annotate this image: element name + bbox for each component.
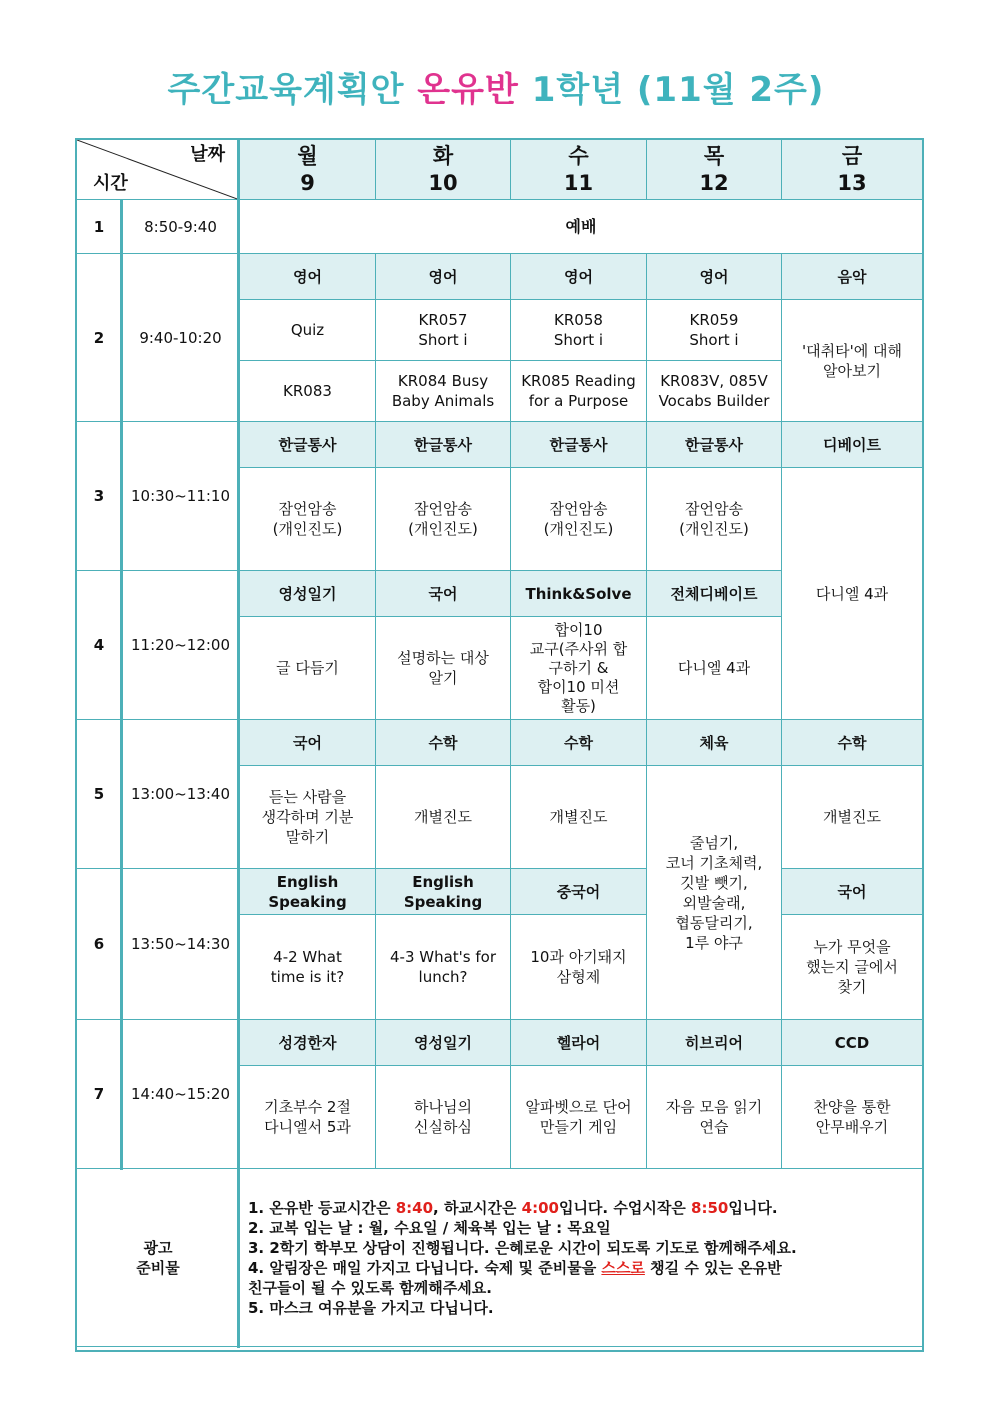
period-time: 10:30~11:10: [122, 422, 240, 571]
lesson-cell: 10과 아기돼지 삼형제: [511, 915, 647, 1020]
lesson-cell: 찬양을 통한 안무배우기: [782, 1066, 923, 1169]
time-content-divider: [237, 139, 240, 1348]
subject-cell: CCD: [782, 1020, 923, 1066]
lesson-cell: KR057 Short i: [376, 300, 511, 361]
subject-cell: 한글통사: [647, 422, 782, 468]
subject-cell: Think&Solve: [511, 571, 647, 617]
subject-cell: English Speaking: [240, 869, 376, 915]
lesson-cell: 알파벳으로 단어 만들기 게임: [511, 1066, 647, 1169]
subject-cell: 음악: [782, 254, 923, 300]
lesson-cell: KR084 Busy Baby Animals: [376, 361, 511, 422]
period-number: 5: [77, 720, 122, 869]
notice-line-1: 1. 온유반 등교시간은 8:40, 하교시간은 4:00입니다. 수업시작은 8:50입니다.: [248, 1198, 778, 1217]
notice-content: [240, 1169, 923, 1347]
header-row: [77, 140, 923, 200]
notice-label: 광고: [143, 1238, 173, 1257]
corner-time-label: 시간: [93, 173, 128, 194]
subject-cell: 영어: [376, 254, 511, 300]
subject-cell: 수학: [376, 720, 511, 766]
lesson-cell: 하나님의 신실하심: [376, 1066, 511, 1169]
lesson-cell: 4-3 What's for lunch?: [376, 915, 511, 1020]
subject-cell: 수학: [511, 720, 647, 766]
notice-line-2: 2. 교복 입는 날 : 월, 수요일 / 체육복 입는 날 : 목요일: [248, 1218, 611, 1237]
subject-cell: 국어: [376, 571, 511, 617]
lesson-cell: KR085 Reading for a Purpose: [511, 361, 647, 422]
period-1-row: [77, 200, 923, 254]
lesson-cell: 글 다듬기: [240, 617, 376, 720]
day-header-thu: 목 12: [647, 140, 782, 200]
lesson-cell: 합이10 교구(주사위 합 구하기 & 합이10 미션 활동): [511, 617, 647, 720]
title-part3: 1학년 (11월 2주): [531, 70, 825, 110]
period-number: 6: [77, 869, 122, 1020]
lesson-cell: 다니엘 4과: [647, 617, 782, 720]
lesson-cell: KR058 Short i: [511, 300, 647, 361]
lesson-cell: 개별진도: [511, 766, 647, 869]
day-header-wed: 수 11: [511, 140, 647, 200]
subject-cell: 한글통사: [240, 422, 376, 468]
lesson-cell: 4-2 What time is it?: [240, 915, 376, 1020]
corner-date-label: 날짜: [190, 144, 225, 165]
subject-cell: English Speaking: [376, 869, 511, 915]
subject-cell: 한글통사: [511, 422, 647, 468]
lesson-cell: 설명하는 대상 알기: [376, 617, 511, 720]
lesson-cell: Quiz: [240, 300, 376, 361]
worship-cell: 예배: [240, 200, 923, 254]
lesson-cell: 기초부수 2절 다니엘서 5과: [240, 1066, 376, 1169]
lesson-cell: '대취타'에 대해 알아보기: [782, 300, 923, 422]
day-header-fri: 금 13: [782, 140, 923, 200]
subject-cell: 디베이트: [782, 422, 923, 468]
subject-cell: 한글통사: [376, 422, 511, 468]
subject-cell: 성경한자: [240, 1020, 376, 1066]
lesson-cell: 잠언암송 (개인진도): [511, 468, 647, 571]
subject-cell: 체육: [647, 720, 782, 766]
lesson-cell: 자음 모음 읽기 연습: [647, 1066, 782, 1169]
subject-cell: 중국어: [511, 869, 647, 915]
subject-cell: 영어: [240, 254, 376, 300]
notice-line-4b: 친구들이 될 수 있도록 함께해주세요.: [248, 1278, 492, 1297]
notice-line-4: 4. 알림장은 매일 가지고 다닙니다. 숙제 및 준비물을 스스로 챙길 수 있는 온유반: [248, 1258, 782, 1277]
period-number: 1: [77, 200, 122, 254]
period-number: 2: [77, 254, 122, 422]
title-class: 온유반: [417, 70, 519, 110]
lesson-cell: 누가 무엇을 했는지 글에서 찾기: [782, 915, 923, 1020]
subject-cell: 전체디베이트: [647, 571, 782, 617]
notice-row: [77, 1169, 923, 1347]
lesson-cell: 듣는 사람을 생각하며 기분 말하기: [240, 766, 376, 869]
period-number: 3: [77, 422, 122, 571]
lesson-cell: KR083V, 085V Vocabs Builder: [647, 361, 782, 422]
period-time: 14:40~15:20: [122, 1020, 240, 1169]
lesson-cell: KR059 Short i: [647, 300, 782, 361]
lesson-cell: 줄넘기, 코너 기초체력, 깃발 뺏기, 외발술래, 협동달리기, 1루 야구: [647, 766, 782, 1020]
subject-cell: 국어: [782, 869, 923, 915]
period-time: 11:20~12:00: [122, 571, 240, 720]
day-header-tue: 화 10: [376, 140, 511, 200]
notice-line-5: 5. 마스크 여유분을 가지고 다닙니다.: [248, 1298, 494, 1317]
lesson-cell: 잠언암송 (개인진도): [240, 468, 376, 571]
period-time-divider: [120, 199, 123, 1170]
corner-cell: [77, 140, 240, 200]
subject-cell: 히브리어: [647, 1020, 782, 1066]
lesson-cell: KR083: [240, 361, 376, 422]
subject-cell: 영어: [647, 254, 782, 300]
weekly-plan-table: [76, 139, 923, 1347]
notice-label-cell: [77, 1169, 240, 1347]
lesson-cell: 개별진도: [782, 766, 923, 869]
lesson-cell: 잠언암송 (개인진도): [647, 468, 782, 571]
period-time: 8:50-9:40: [122, 200, 240, 254]
period-time: 9:40-10:20: [122, 254, 240, 422]
notice-line-3: 3. 2학기 학부모 상담이 진행됩니다. 은혜로운 시간이 되도록 기도로 함께해주세요.: [248, 1238, 797, 1257]
page-title: [0, 62, 992, 111]
period-number: 4: [77, 571, 122, 720]
subject-cell: 영성일기: [376, 1020, 511, 1066]
subject-cell: 수학: [782, 720, 923, 766]
day-header-mon: 월 9: [240, 140, 376, 200]
subject-cell: 국어: [240, 720, 376, 766]
lesson-cell: 다니엘 4과: [782, 468, 923, 720]
period-number: 7: [77, 1020, 122, 1169]
period-time: 13:00~13:40: [122, 720, 240, 869]
lesson-cell: 개별진도: [376, 766, 511, 869]
lesson-cell: 잠언암송 (개인진도): [376, 468, 511, 571]
period-time: 13:50~14:30: [122, 869, 240, 1020]
subject-cell: 영성일기: [240, 571, 376, 617]
subject-cell: 영어: [511, 254, 647, 300]
subject-cell: 헬라어: [511, 1020, 647, 1066]
title-part1: 주간교육계획안: [167, 70, 405, 110]
supplies-label: 준비물: [136, 1258, 180, 1277]
